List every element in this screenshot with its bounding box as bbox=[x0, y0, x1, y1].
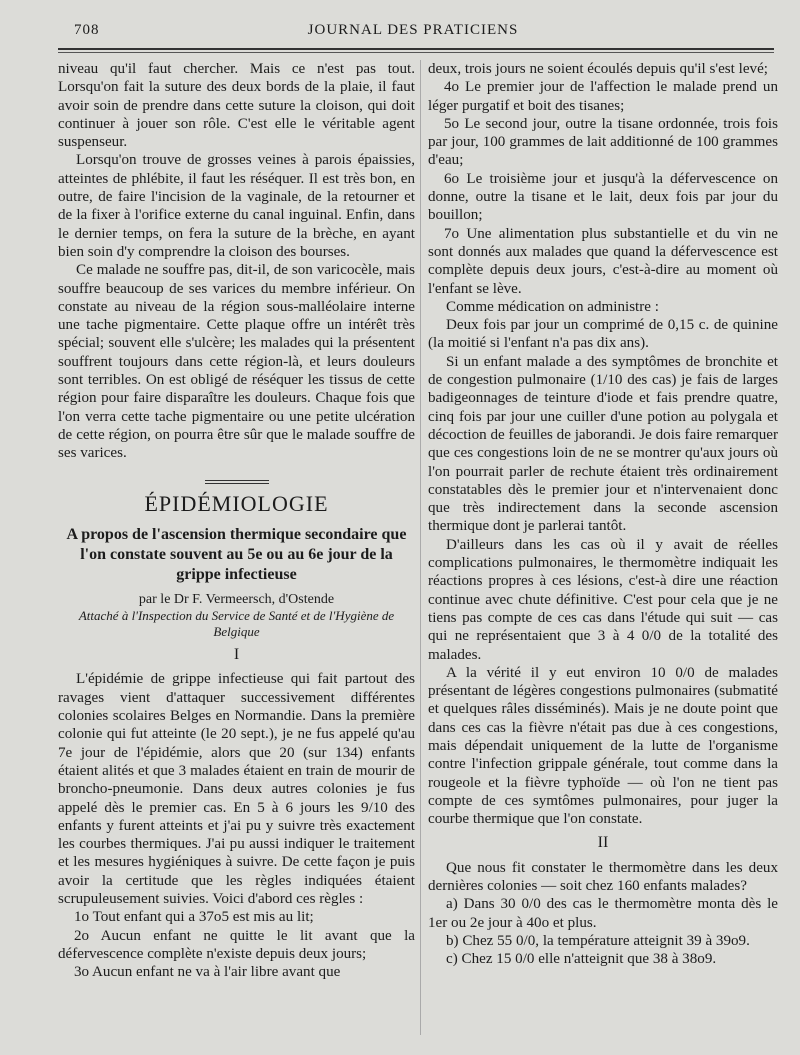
list-item: 2o Aucun enfant ne quitte le lit avant que la défervescence complète n'existe depuis deux jours; bbox=[58, 927, 415, 962]
list-item: b) Chez 55 0/0, la température atteignit 39 à 39o9. bbox=[446, 932, 750, 949]
page-number: 708 bbox=[74, 22, 100, 38]
paragraph: Que nous fit constater le thermomètre dans les deux dernières colonies — soit chez 160 enfants malades? bbox=[428, 859, 778, 895]
list-item: 1o Tout enfant qui a 37o5 est mis au lit; bbox=[74, 909, 314, 926]
paragraph: Lorsqu'on trouve de grosses veines à parois épaissies, atteintes de phlébite, il faut les réséquer. Il est très bon, en outre, de faire l'incision de la vaginale, de la retourner et de la fixer à l'orifice externe du canal inguinal. Enfin, dans le dernier temps, on fera la suture de la brèche, en ayant bien soin d'y comprendre la cloison des bourses. bbox=[58, 152, 415, 260]
header-rule-thin bbox=[58, 52, 774, 53]
journal-title: JOURNAL DES PRATICIENS bbox=[307, 22, 519, 38]
paragraph: Si un enfant malade a des symptômes de bronchite et de congestion pulmonaire (1/10 des cas) je fais de larges badigeonnages de teinture d'iode et fais prendre quatre, cinq fois par jour une cuiller d'une potion au polygala et décoction de feuilles de jaborandi. Je dois faire remarquer que ces congestions loin de ne se montrer qu'aux jours où l'on pourrait parler de rechute étaient très ordinairement constatables dès le premier jour et n'intervenaient donc que très indirectement dans la seconde ascension thermique dont je parlerai tantôt. bbox=[428, 353, 778, 535]
left-column bbox=[58, 60, 415, 981]
header-rule bbox=[58, 48, 774, 50]
paragraph: Ce malade ne souffre pas, dit-il, de son varicocèle, mais souffre beaucoup de ses varices du membre inférieur. On constate au niveau de la région sous-malléolaire interne une tache pigmentaire. Cette plaque offre un intérêt très spécial; souvent elle s'ulcère; les malades qui la présentent souffrent toujours dans cette région-là, et leurs douleurs sont terribles. On est obligé de réséquer les tissus de cette région pour faire disparaître les douleurs. Chaque fois que l'on verra cette tache pigmentaire ou une petite ulcération de cette région, on pourra être sûr que le malade souffre de ses varices. bbox=[58, 262, 415, 462]
list-item: 5o Le second jour, outre la tisane ordonnée, trois fois par jour, 100 grammes de lait additionné de 100 grammes d'eau; bbox=[428, 115, 778, 169]
paragraph: niveau qu'il faut chercher. Mais ce n'est pas tout. Lorsqu'on fait la suture des deux bords de la plaie, il faut avoir soin de prendre dans cette suture la cloison, qui doit continuer à jouer son rôle. C'est elle le véritable agent suspenseur. bbox=[58, 61, 415, 151]
section-heading: ÉPIDÉMIOLOGIE bbox=[144, 490, 329, 516]
paragraph: Comme médication on administre : bbox=[446, 298, 659, 315]
column-divider bbox=[420, 60, 421, 1035]
list-item: a) Dans 30 0/0 des cas le thermomètre monta dès le 1er ou 2e jour à 40o et plus. bbox=[428, 896, 778, 931]
section-ornament bbox=[58, 471, 415, 489]
paragraph: L'épidémie de grippe infectieuse qui fait partout des ravages vient d'attaquer successivement différentes colonies scolaires Belges en Normandie. Dans la première colonie qui fut atteinte (le 20 sept.), je ne fus appelé qu'au 7e jour de l'épidémie, alors que 20 (sur 134) enfants étaient alités et que 3 malades étaient en train de mourir de broncho-pneumonie. Dans deux autres colonies je fus appelé dès le premier cas. En 5 à 6 jours les 9/10 des enfants y furent atteints et j'ai pu y suivre très exactement les courbes thermiques. J'ai pu aussi indiquer le traitement et les mesures hygiéniques à suivre. De cette façon je puis avoir la certitude que les règles indiquées étaient scrupuleusement suivies. Voici d'abord ces règles : bbox=[58, 671, 415, 907]
list-item: c) Chez 15 0/0 elle n'atteignit que 38 à 38o9. bbox=[446, 951, 717, 968]
article-title: A propos de l'ascension thermique secondaire que l'on constate souvent au 5e ou au 6e jour de la grippe infectieuse bbox=[66, 526, 407, 584]
paragraph: deux, trois jours ne soient écoulés depuis qu'il s'est levé; bbox=[428, 61, 768, 77]
list-item: 4o Le premier jour de l'affection le malade prend un léger purgatif et boit des tisanes; bbox=[428, 79, 778, 114]
author-affiliation: Attaché à l'Inspection du Service de Santé et de l'Hygiène de Belgique bbox=[78, 608, 395, 640]
article-byline: par le Dr F. Vermeersch, d'Ostende bbox=[138, 592, 335, 608]
part-number: II bbox=[597, 834, 609, 852]
paragraph: Deux fois par jour un comprimé de 0,15 c. de quinine (la moitié si l'enfant n'a pas dix ans). bbox=[428, 317, 778, 352]
paragraph: D'ailleurs dans les cas où il y avait de réelles complications pulmonaires, le thermomètre indiquait les réactions propres à ces lésions, c'est-à dire une réaction continue avec chute définitive. C'est pour cela que je ne tiens pas compte de ces cas dans l'étude qui suit — cas qui ne représentaient que 3 à 4 0/0 de la totalité des malades. bbox=[428, 536, 778, 663]
part-number: I bbox=[233, 646, 240, 664]
paragraph: A la vérité il y eut environ 10 0/0 de malades présentant de légères congestions pulmonaires (submatité et quelques râles disséminés). Mais je ne doute point que dans ces cas la fièvre n'était pas due à ces congestions, mais dépendait uniquement de la lutte de l'organisme contre l'infection grippale générale, tout comme dans la rougeole et la fièvre typhoïde — où l'on ne tient pas compte de ces symtômes pulmonaires, pour juger la courbe thermique que l'on constate. bbox=[428, 664, 778, 828]
list-item: 7o Une alimentation plus substantielle et du vin ne sont donnés aux malades que quand la défervescence est complète depuis deux jours, c'est-à-dire au moment où l'enfant se lève. bbox=[428, 225, 778, 297]
right-column bbox=[428, 60, 778, 969]
running-header bbox=[56, 18, 770, 44]
list-item: 6o Le troisième jour et jusqu'à la défervescence on donne, outre la tisane et le lait, deux fois par jour du bouillon; bbox=[428, 170, 778, 224]
list-item: 3o Aucun enfant ne va à l'air libre avant que bbox=[74, 964, 341, 981]
